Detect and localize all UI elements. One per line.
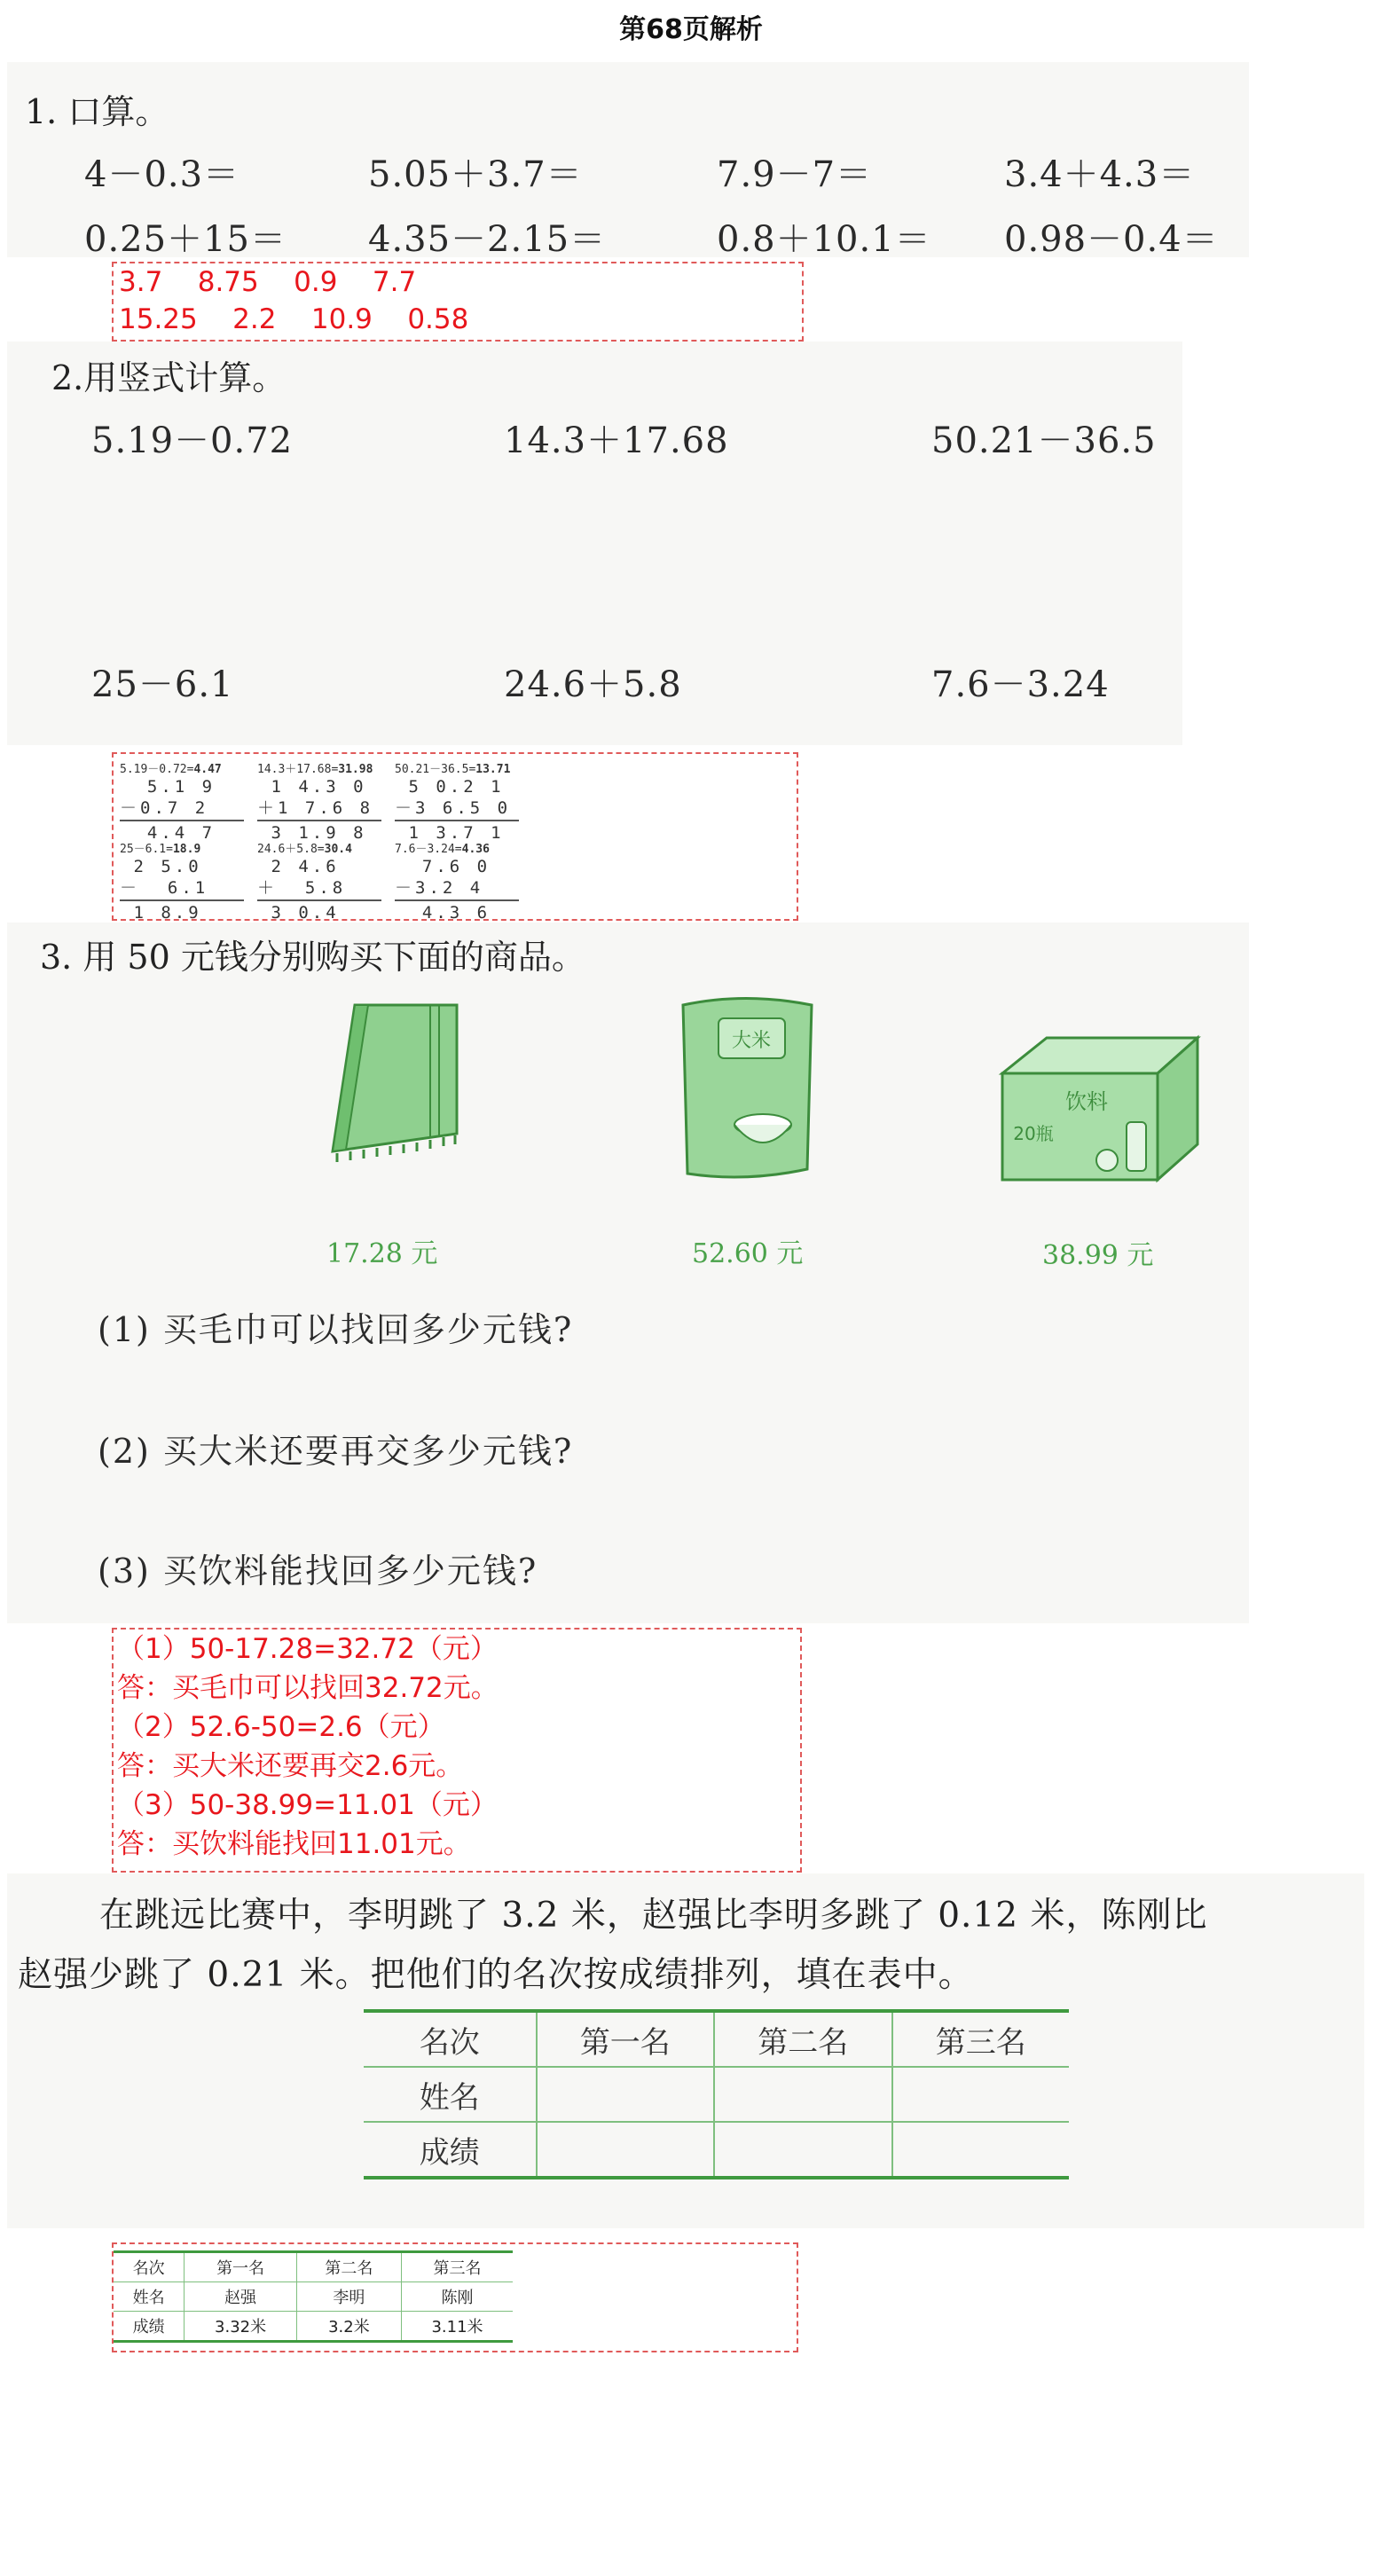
q2-expr: 25－6.1 [91, 664, 234, 705]
table-cell [892, 2122, 1069, 2178]
q3-answer-box [112, 1628, 802, 1873]
vertical-calc [120, 759, 244, 844]
q1-answer-line: 3.7 8.75 0.9 7.7 [119, 266, 417, 298]
rice-price: 52.60 元 [692, 1238, 804, 1269]
q1-expr: 0.25＋15＝ [84, 219, 287, 260]
towel-price: 17.28 元 [326, 1238, 438, 1269]
q3-answer-line: 答：买饮料能找回11.01元。 [117, 1828, 471, 1860]
drink-box-icon [993, 1029, 1206, 1184]
drink-box-label: 饮料 [1065, 1089, 1108, 1114]
q1-expr: 4.35－2.15＝ [368, 219, 607, 260]
vertical-calc [257, 839, 381, 923]
table-row [364, 2122, 1069, 2178]
vertical-calc-row: ＋1 7.6 8 [257, 798, 374, 818]
table-cell: 陈刚 [401, 2282, 513, 2312]
q4-paragraph: 在跳远比赛中，李明跳了 3.2 米，赵强比李明多跳了 0.12 米，陈刚比 [99, 1896, 1208, 1936]
vertical-calc-result: 31.98 [338, 763, 373, 776]
rice-bag-icon [670, 992, 821, 1187]
vertical-calc-expression: 7.6－3.24= [395, 843, 462, 856]
table-cell: 成绩 [364, 2122, 537, 2178]
table-row [364, 2011, 1069, 2067]
vertical-calc-expression: 5.19－0.72= [120, 763, 194, 776]
vertical-calc-rule [120, 899, 244, 901]
table-cell: 第三名 [401, 2252, 513, 2282]
vertical-calc-expression: 25－6.1= [120, 843, 173, 856]
q1-answer-box [112, 262, 804, 342]
q3-sub-question: (1) 买毛巾可以找回多少元钱? [98, 1310, 574, 1349]
table-row [364, 2067, 1069, 2122]
q1-expr: 5.05＋3.7＝ [368, 154, 583, 195]
vertical-calc-head [120, 759, 244, 776]
table-cell: 3.32米 [185, 2312, 297, 2342]
table-cell: 成绩 [114, 2312, 185, 2342]
vertical-calc-row: 4.4 7 [120, 823, 216, 843]
vertical-calc [257, 759, 381, 844]
vertical-calc-row: － 6.1 [120, 878, 209, 898]
vertical-calc-row: ＋ 5.8 [257, 878, 347, 898]
table-cell: 名次 [114, 2252, 185, 2282]
vertical-calc-head [395, 839, 519, 856]
towel-icon [315, 1001, 466, 1165]
q1-expr: 0.98－0.4＝ [1004, 219, 1219, 260]
vertical-calc-row: 1 4.3 0 [257, 777, 367, 797]
q3-answer-line: （1）50-17.28=32.72（元） [117, 1633, 498, 1665]
vertical-calc-row: －3 6.5 0 [395, 798, 512, 818]
table-cell [892, 2067, 1069, 2122]
q2-title: 2.用竖式计算。 [51, 358, 287, 397]
table-row [114, 2252, 513, 2282]
table-row [114, 2312, 513, 2342]
table-cell: 第三名 [892, 2011, 1069, 2067]
vertical-calc [120, 839, 244, 923]
q2-expr: 50.21－36.5 [931, 420, 1157, 461]
table-cell [537, 2122, 714, 2178]
vertical-calc [395, 839, 519, 923]
q2-expr: 24.6＋5.8 [504, 664, 682, 705]
q1-expr: 4－0.3＝ [84, 154, 240, 195]
q3-answer-line: （3）50-38.99=11.01（元） [117, 1789, 498, 1821]
vertical-calc-row: 3 1.9 8 [257, 823, 367, 843]
q3-answer-line: 答：买大米还要再交2.6元。 [117, 1750, 464, 1782]
vertical-calc-row: 1 8.9 [120, 903, 202, 923]
q3-answer-line: （2）52.6-50=2.6（元） [117, 1711, 445, 1743]
q3-title: 3. 用 50 元钱分别购买下面的商品。 [40, 938, 585, 977]
q2-expr: 14.3＋17.68 [504, 420, 729, 461]
table-row [114, 2282, 513, 2312]
q4-paragraph: 赵强少跳了 0.21 米。把他们的名次按成绩排列，填在表中。 [18, 1955, 974, 1995]
table-cell: 名次 [364, 2011, 537, 2067]
vertical-calc-rule [120, 820, 244, 821]
table-cell: 姓名 [364, 2067, 537, 2122]
vertical-calc-expression: 50.21－36.5= [395, 763, 476, 776]
table-cell: 李明 [296, 2282, 401, 2312]
vertical-calc-result: 18.9 [172, 843, 201, 856]
drink-box-count: 20瓶 [1013, 1123, 1054, 1144]
vertical-calc-rule [257, 899, 381, 901]
vertical-calc-rule [395, 820, 519, 821]
vertical-calc-row: 1 3.7 1 [395, 823, 505, 843]
table-cell [714, 2122, 891, 2178]
vertical-calc-rule [257, 820, 381, 821]
vertical-calc [395, 759, 519, 844]
vertical-calc-result: 13.71 [475, 763, 511, 776]
vertical-calc-head [395, 759, 519, 776]
vertical-calc-rule [395, 899, 519, 901]
q1-title: 1. 口算。 [25, 92, 169, 131]
table-cell [537, 2067, 714, 2122]
vertical-calc-row: 4.3 6 [395, 903, 491, 923]
q1-expr: 7.9－7＝ [717, 154, 873, 195]
vertical-calc-expression: 14.3＋17.68= [257, 763, 339, 776]
ranking-table [364, 2009, 1069, 2179]
vertical-calc-row: 5 0.2 1 [395, 777, 505, 797]
vertical-calc-expression: 24.6＋5.8= [257, 843, 325, 856]
rice-bag-label: 大米 [731, 1030, 772, 1052]
q3-sub-question: (2) 买大米还要再交多少元钱? [98, 1432, 574, 1471]
vertical-calc-head [120, 839, 244, 856]
table-cell: 第二名 [296, 2252, 401, 2282]
table-cell [714, 2067, 891, 2122]
table-cell: 第一名 [185, 2252, 297, 2282]
q1-expr: 3.4＋4.3＝ [1004, 154, 1196, 195]
vertical-calc-row: －0.7 2 [120, 798, 209, 818]
vertical-calc-row: 2 5.0 [120, 857, 202, 876]
q1-expr: 0.8＋10.1＝ [717, 219, 931, 260]
table-cell: 3.2米 [296, 2312, 401, 2342]
vertical-calc-result: 4.36 [461, 843, 490, 856]
vertical-calc-row: 3 0.4 [257, 903, 340, 923]
vertical-calc-head [257, 839, 381, 856]
table-cell: 第一名 [537, 2011, 714, 2067]
vertical-calc-row: 2 4.6 [257, 857, 340, 876]
drink-price: 38.99 元 [1042, 1240, 1154, 1271]
table-cell: 3.11米 [401, 2312, 513, 2342]
q3-sub-question: (3) 买饮料能找回多少元钱? [98, 1551, 538, 1590]
table-cell: 第二名 [714, 2011, 891, 2067]
table-cell: 姓名 [114, 2282, 185, 2312]
vertical-calc-head [257, 759, 381, 776]
table-cell: 赵强 [185, 2282, 297, 2312]
vertical-calc-row: －3.2 4 [395, 878, 484, 898]
q1-answer-line: 15.25 2.2 10.9 0.58 [119, 303, 469, 335]
q2-expr: 7.6－3.24 [931, 664, 1110, 705]
vertical-calc-result: 30.4 [324, 843, 352, 856]
vertical-calc-row: 5.1 9 [120, 777, 216, 797]
q3-answer-line: 答：买毛巾可以找回32.72元。 [117, 1672, 499, 1704]
vertical-calc-row: 7.6 0 [395, 857, 491, 876]
q2-expr: 5.19－0.72 [91, 420, 294, 461]
vertical-calc-result: 4.47 [193, 763, 222, 776]
page-title: 第68页解析 [619, 14, 763, 45]
q3-section [7, 923, 1249, 1623]
answer-ranking-table [114, 2250, 513, 2343]
